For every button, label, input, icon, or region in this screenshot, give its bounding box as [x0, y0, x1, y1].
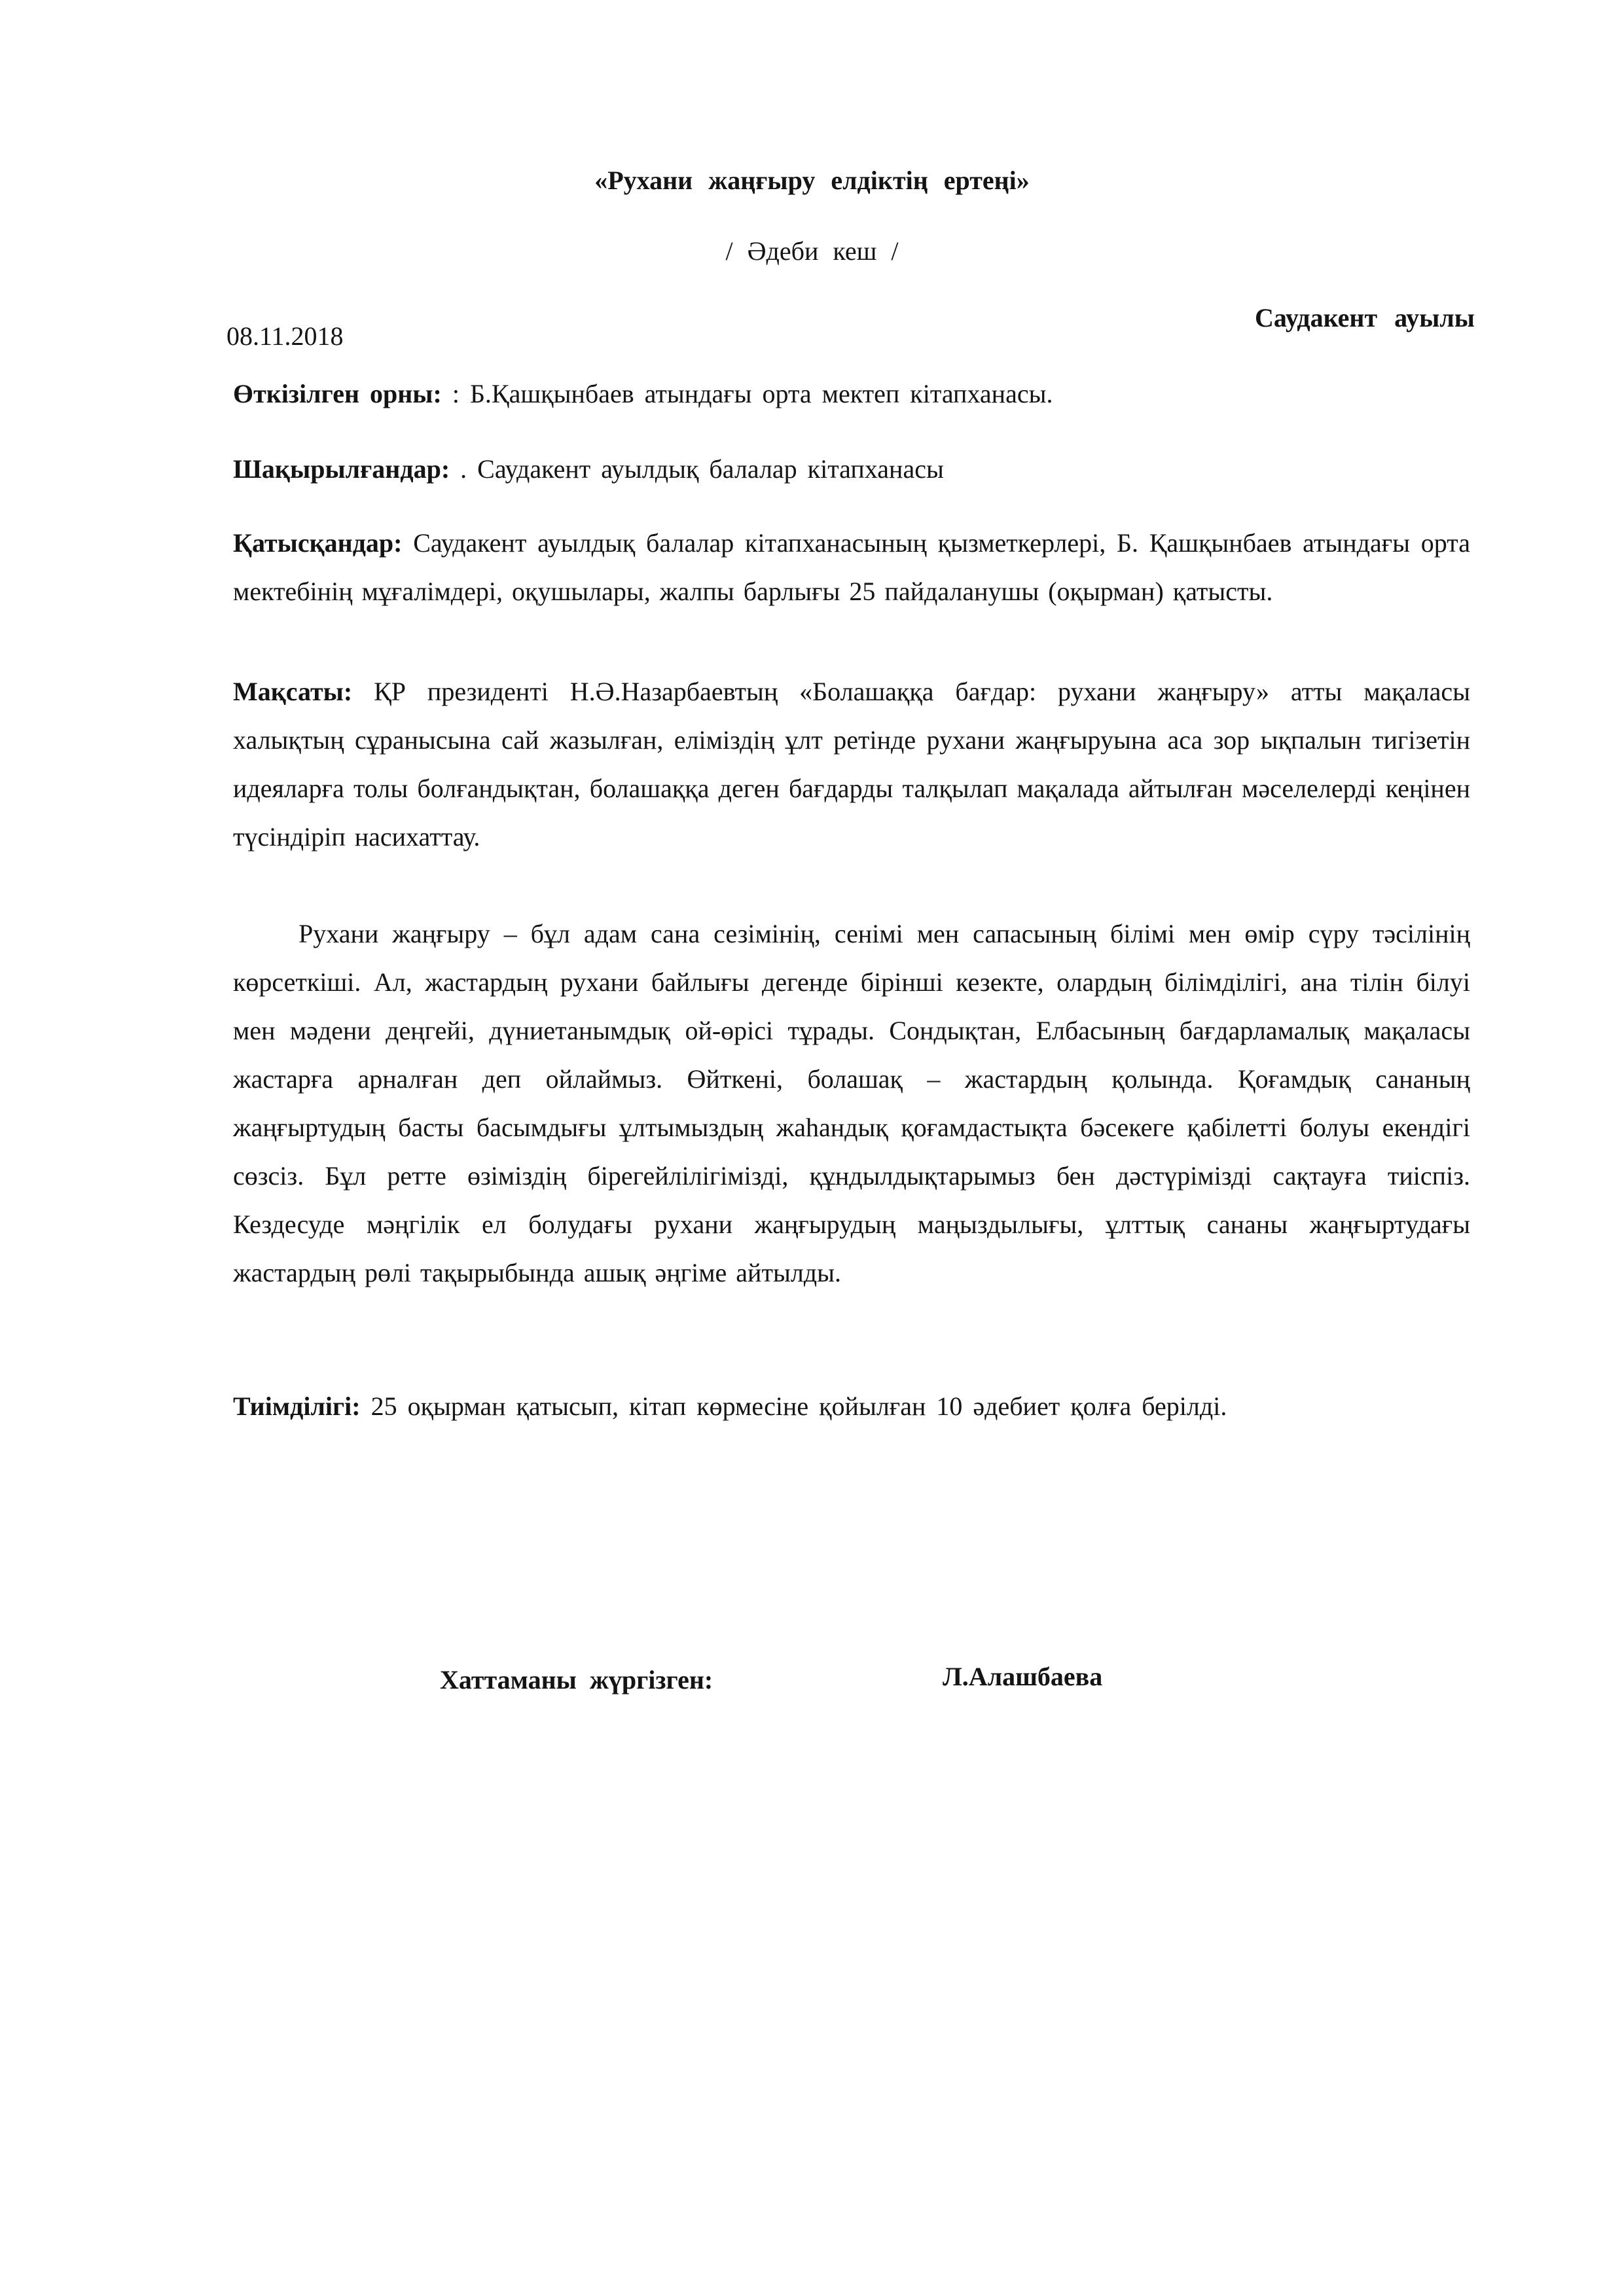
document-title: «Рухани жаңғыру елдіктің ертеңі» — [594, 166, 1030, 195]
participants-paragraph — [233, 519, 1470, 616]
invited-value: . Саудакент ауылдық балалар кітапханасы — [450, 454, 944, 484]
venue-label: Өткізілген орны: — [233, 379, 442, 408]
participants-value: Саудакент ауылдық балалар кітапханасының қызметкерлері, Б. Қашқынбаев атындағы орта мектебінің мұғалімдері, оқушылары, жалпы барлығы 25 пайдаланушы (оқырман) қатысты. — [233, 528, 1470, 606]
invited-line — [233, 454, 944, 484]
body-paragraph: Рухани жаңғыру – бұл адам сана сезімінің, сенімі мен сапасының білімі мен өмір сүру тәсілінің көрсеткіші. Ал, жастардың рухани байлығы дегенде бірінші кезекте, олардың білімділігі, ана тілін білуі мен мәдени деңгейі, дүниетанымдық ой-өрісі тұрады. Сондықтан, Елбасының бағдарламалық мақаласы жастарға арналған деп ойлаймыз. Өйткені, болашақ – жастардың қолында. Қоғамдық сананың жаңғыртудың басты басымдығы ұлтымыздың жаһандық қоғамдастықта бәсекеге қабілетті болуы екендігі сөзсіз. Бұл ретте өзіміздің бірегейлілігімізді, құндылдықтарымыз бен дәстүрімізді сақтауға тиіспіз. Кездесуде мәңгілік ел болудағы рухани жаңғырудың маңыздылығы, ұлттық сананы жаңғыртудағы жастардың рөлі тақырыбында ашық әңгіме айтылды. — [233, 919, 1470, 1287]
effectiveness-line — [233, 1391, 1227, 1422]
signature-name: Л.Алашбаева — [943, 1662, 1103, 1691]
document-subtitle: / Әдеби кеш / — [725, 236, 899, 266]
effectiveness-label: Тиімділігі: — [233, 1391, 361, 1421]
goal-paragraph — [233, 668, 1470, 861]
goal-value: ҚР президенті Н.Ә.Назарбаевтың «Болашаққа бағдар: рухани жаңғыру» атты мақаласы халықтың сұранысына сай жазылған, еліміздің ұлт ретінде рухани жаңғыруына аса зор ықпалын тигізетін идеяларға толы болғандықтан, болашаққа деген бағдарды талқылап мақалада айтылған мәселелерді кеңінен түсіндіріп насихаттау. — [233, 677, 1470, 852]
venue-line — [233, 378, 1053, 409]
goal-label: Мақсаты: — [233, 677, 353, 706]
venue-value: : Б.Қашқынбаев атындағы орта мектеп кітапханасы. — [441, 379, 1053, 408]
effectiveness-value: 25 оқырман қатысып, кітап көрмесіне қойылған 10 әдебиет қолға берілді. — [360, 1391, 1227, 1421]
signature-label: Хаттаманы жүргізген: — [440, 1665, 713, 1695]
participants-label: Қатысқандар: — [233, 528, 403, 558]
event-place: Саудакент ауылы — [1255, 303, 1475, 332]
event-date: 08.11.2018 — [226, 321, 344, 351]
invited-label: Шақырылғандар: — [233, 454, 450, 484]
